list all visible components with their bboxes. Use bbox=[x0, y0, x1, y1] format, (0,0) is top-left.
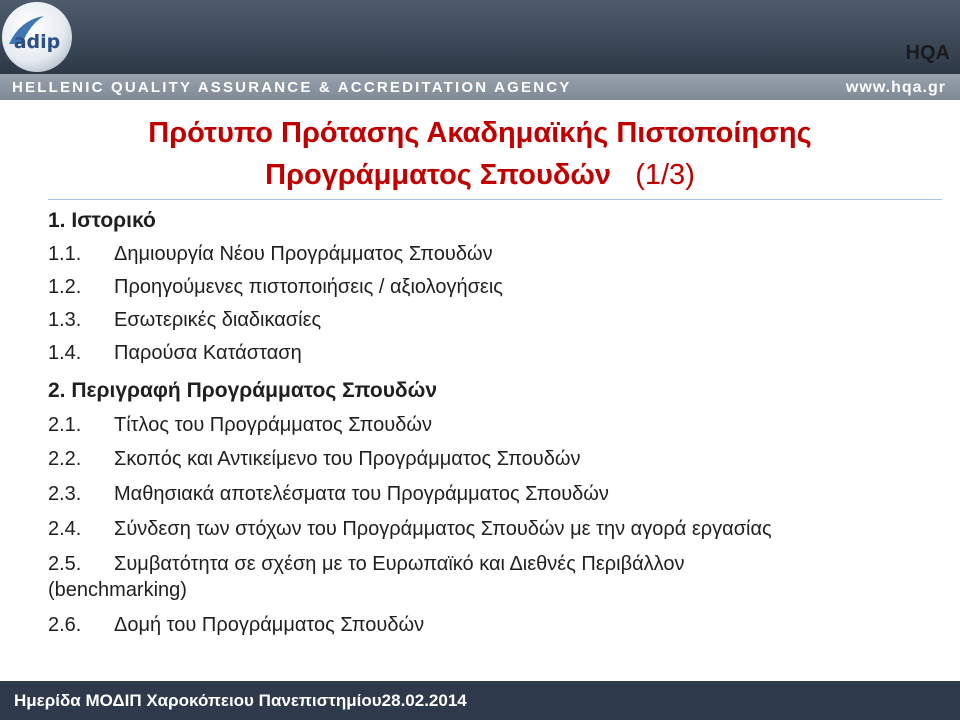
item-number: 1.4. bbox=[48, 342, 82, 364]
list-item-2-1 bbox=[48, 412, 948, 438]
header bbox=[0, 0, 960, 100]
list-item-2-2 bbox=[48, 446, 948, 472]
logo-text: adip bbox=[13, 31, 61, 53]
item-label: Δομή του Προγράμματος Σπουδών bbox=[114, 614, 425, 636]
item-label-continued: (benchmarking) bbox=[48, 579, 187, 601]
list-item-1-3 bbox=[48, 307, 948, 333]
item-label: Εσωτερικές διαδικασίες bbox=[114, 309, 322, 331]
footer-bar bbox=[0, 681, 960, 720]
section-label: Περιγραφή Προγράμματος Σπουδών bbox=[71, 379, 438, 402]
item-label: Προηγούμενες πιστοποιήσεις / αξιολογήσεις bbox=[114, 276, 503, 298]
list-item-2-5 bbox=[48, 551, 948, 603]
item-number: 2.3. bbox=[48, 483, 82, 505]
title-divider bbox=[48, 199, 942, 200]
item-label: Συμβατότητα σε σχέση με το Ευρωπαϊκό και Διεθνές Περιβάλλον bbox=[114, 553, 685, 575]
item-number: 2.1. bbox=[48, 414, 82, 436]
list-item-2-4 bbox=[48, 516, 948, 542]
item-label: Παρούσα Κατάσταση bbox=[114, 342, 302, 364]
item-label: Δημιουργία Νέου Προγράμματος Σπουδών bbox=[114, 243, 493, 265]
item-label: Σκοπός και Αντικείμενο του Προγράμματος Σπουδών bbox=[114, 448, 581, 470]
item-number: 2.5. bbox=[48, 553, 82, 575]
item-number: 1.2. bbox=[48, 276, 82, 298]
website-link[interactable]: www.hqa.gr bbox=[845, 79, 946, 96]
item-number: 2.6. bbox=[48, 614, 82, 636]
section-number: 2. bbox=[48, 379, 66, 402]
header-band bbox=[0, 0, 960, 74]
list-item-1-1 bbox=[48, 241, 948, 267]
page-indicator: (1/3) bbox=[635, 159, 695, 191]
item-number: 1.3. bbox=[48, 309, 82, 331]
footer-text: Ημερίδα ΜΟΔΙΠ Χαροκόπειου Πανεπιστημίου28.02.2014 bbox=[14, 691, 467, 710]
adip-logo-icon bbox=[0, 0, 74, 74]
slide-title-line2 bbox=[0, 154, 960, 196]
list-item-2-3 bbox=[48, 481, 948, 507]
item-number: 1.1. bbox=[48, 243, 82, 265]
list-item-1-4 bbox=[48, 340, 948, 366]
item-label: Τίτλος του Προγράμματος Σπουδών bbox=[114, 414, 432, 436]
slide-title-line1: Πρότυπο Πρότασης Ακαδημαϊκής Πιστοποίησης bbox=[148, 117, 812, 149]
hqa-short-name: HQA bbox=[905, 42, 950, 64]
item-number: 2.4. bbox=[48, 518, 82, 540]
section-label: Ιστορικό bbox=[71, 209, 156, 232]
section-heading-1 bbox=[48, 208, 948, 234]
agency-name: HELLENIC QUALITY ASSURANCE & ACCREDITATION AGENCY bbox=[12, 79, 572, 96]
content-outline bbox=[48, 208, 948, 638]
item-number: 2.2. bbox=[48, 448, 82, 470]
slide-title-line2-text: Προγράμματος Σπουδών bbox=[265, 159, 612, 191]
section-heading-2 bbox=[48, 378, 948, 404]
item-label: Μαθησιακά αποτελέσματα του Προγράμματος Σπουδών bbox=[114, 483, 609, 505]
item-label: Σύνδεση των στόχων του Προγράμματος Σπουδών με την αγορά εργασίας bbox=[114, 518, 772, 540]
list-item-1-2 bbox=[48, 274, 948, 300]
slide-title bbox=[0, 112, 960, 196]
list-item-2-6 bbox=[48, 612, 948, 638]
section-number: 1. bbox=[48, 209, 66, 232]
